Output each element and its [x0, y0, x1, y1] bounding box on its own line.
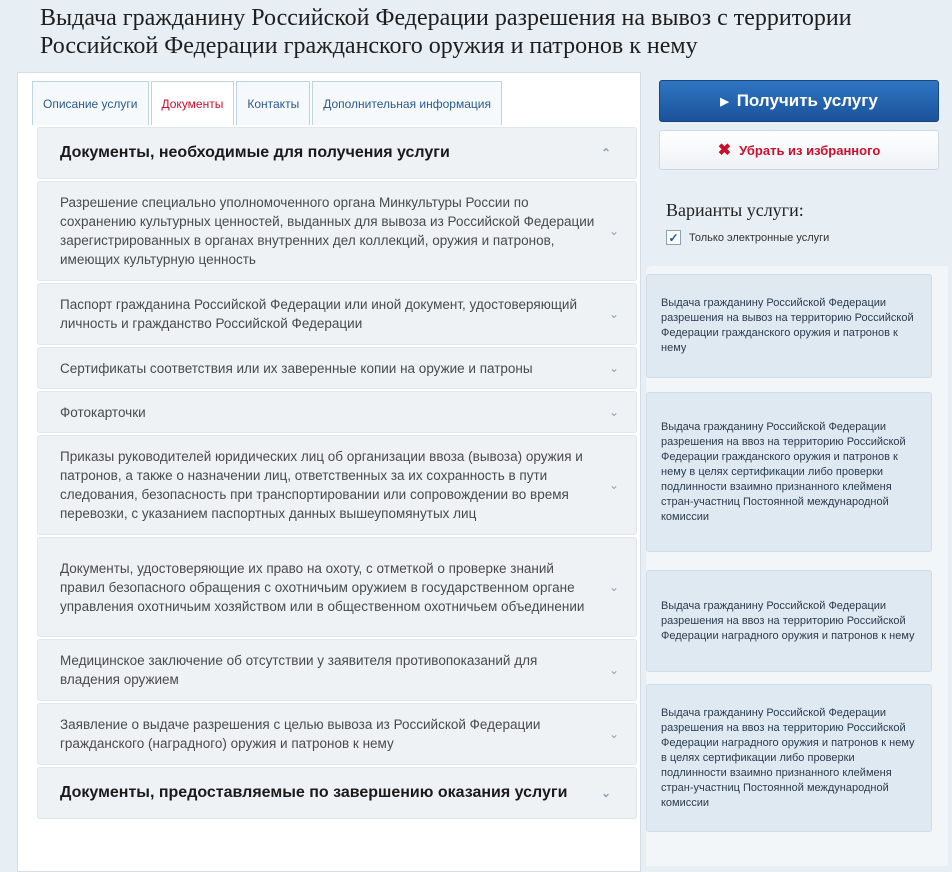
remove-favorite-button[interactable] — [659, 130, 939, 170]
only-electronic-label: Только электронные услуги — [689, 231, 830, 244]
get-service-button[interactable] — [659, 80, 939, 122]
chevron-down-icon: ⌄ — [608, 404, 620, 419]
document-item[interactable] — [37, 391, 637, 433]
tab-contacts[interactable]: Контакты — [236, 81, 310, 125]
check-icon: ✓ — [668, 230, 679, 245]
result-documents-title: Документы, предоставляемые по завершению оказания услуги — [60, 784, 568, 801]
chevron-down-icon: ⌄ — [608, 306, 620, 321]
chevron-up-icon: ⌃ — [600, 146, 612, 160]
document-item-label: Медицинское заключение об отсутствии у заявителя противопоказаний для владения оружием — [60, 653, 538, 687]
required-documents-title: Документы, необходимые для получения услуги — [60, 144, 450, 161]
document-item-label: Паспорт гражданина Российской Федерации или иной документ, удостоверяющий личность и гражданство Российской Федерации — [60, 297, 578, 331]
service-variant-label: Выдача гражданину Российской Федерации разрешения на ввоз на территорию Российской Федерации гражданского оружия и патронов к нему в целях сертификации либо проверки подлинности взаимно признанного клейменя стран-участниц Постоянной международной комиссии — [661, 420, 906, 523]
tab-description[interactable]: Описание услуги — [32, 81, 149, 125]
service-variant-label: Выдача гражданину Российской Федерации разрешения на вывоз на территорию Российской Федерации гражданского оружия и патронов к нему — [661, 297, 914, 354]
document-item[interactable] — [37, 181, 637, 281]
service-variant-link[interactable] — [646, 274, 932, 378]
variants-title: Варианты услуги: — [666, 200, 804, 220]
service-content — [17, 72, 641, 872]
only-electronic-filter — [666, 230, 829, 245]
chevron-down-icon: ⌄ — [608, 662, 620, 677]
page-title: Выдача гражданину Российской Федерации разрешения на вывоз с территории Российской Федерации гражданского оружия и патронов к нему — [40, 5, 852, 59]
document-item-label: Разрешение специально уполномоченного органа Минкультуры России по сохранению культурных ценностей, выданных для вывоза из Российской Федерации зарегистрированных в органах внутренних дел коллекций, оружия и патронов, имеющих культурную ценность — [60, 195, 595, 267]
document-item[interactable] — [37, 347, 637, 389]
chevron-down-icon: ⌄ — [608, 579, 620, 594]
document-item[interactable] — [37, 283, 637, 345]
document-item[interactable] — [37, 537, 637, 637]
documents-accordion — [37, 127, 637, 821]
document-item[interactable] — [37, 639, 637, 701]
document-item-label: Документы, удостоверяющие их право на охоту, с отметкой о проверке знаний правил безопасного обращения с охотничьим оружием в государственном органе управления охотничьим хозяйством или в общественном охотничьем объединении — [60, 560, 585, 614]
service-variant-link[interactable] — [646, 684, 932, 832]
document-item-label: Сертификаты соответствия или их заверенные копии на оружие и патроны — [60, 360, 533, 376]
document-item-label: Приказы руководителей юридических лиц об организации ввоза (вывоза) оружия и патронов, а также о назначении лиц, ответственных за их сохранность в пути следования, безопасность при транспортировании или сопровождении во время перевозки, с указанием паспортных данных вышеупомянутых лиц — [60, 449, 583, 521]
service-variant-link[interactable] — [646, 570, 932, 672]
required-documents-header[interactable] — [37, 127, 637, 179]
document-item[interactable] — [37, 703, 637, 765]
service-variants-list — [646, 266, 948, 866]
chevron-down-icon: ⌄ — [608, 360, 620, 375]
document-item-label: Заявление о выдаче разрешения с целью вывоза из Российской Федерации гражданского (наградного) оружия и патронов к нему — [60, 717, 541, 751]
sidebar — [654, 72, 952, 862]
document-item-label: Фотокарточки — [60, 404, 146, 420]
chevron-down-icon: ⌄ — [608, 223, 620, 238]
tab-documents[interactable]: Документы — [151, 81, 235, 125]
service-variant-label: Выдача гражданину Российской Федерации разрешения на ввоз на территорию Российской Федерации наградного оружия и патронов к нему в целях сертификации либо проверки подлинности взаимно признанного клейменя стран-участниц Постоянной международной комиссии — [661, 706, 915, 809]
chevron-down-icon: ⌄ — [608, 726, 620, 741]
tab-additional-info[interactable]: Дополнительная информация — [312, 81, 502, 125]
chevron-down-icon: ⌄ — [608, 477, 620, 492]
document-item[interactable] — [37, 435, 637, 535]
service-variant-link[interactable] — [646, 392, 932, 552]
service-tabs — [32, 81, 504, 125]
get-service-label: Получить услугу — [736, 91, 878, 110]
chevron-down-icon: ⌄ — [600, 786, 612, 800]
close-icon: ✖ — [717, 142, 732, 159]
result-documents-header[interactable] — [37, 767, 637, 819]
only-electronic-checkbox[interactable] — [666, 230, 681, 245]
play-icon: ▶ — [720, 95, 729, 108]
service-variant-label: Выдача гражданину Российской Федерации разрешения на ввоз на территорию Российской Федерации наградного оружия и патронов к нему — [661, 599, 915, 642]
remove-favorite-label: Убрать из избранного — [739, 142, 881, 158]
